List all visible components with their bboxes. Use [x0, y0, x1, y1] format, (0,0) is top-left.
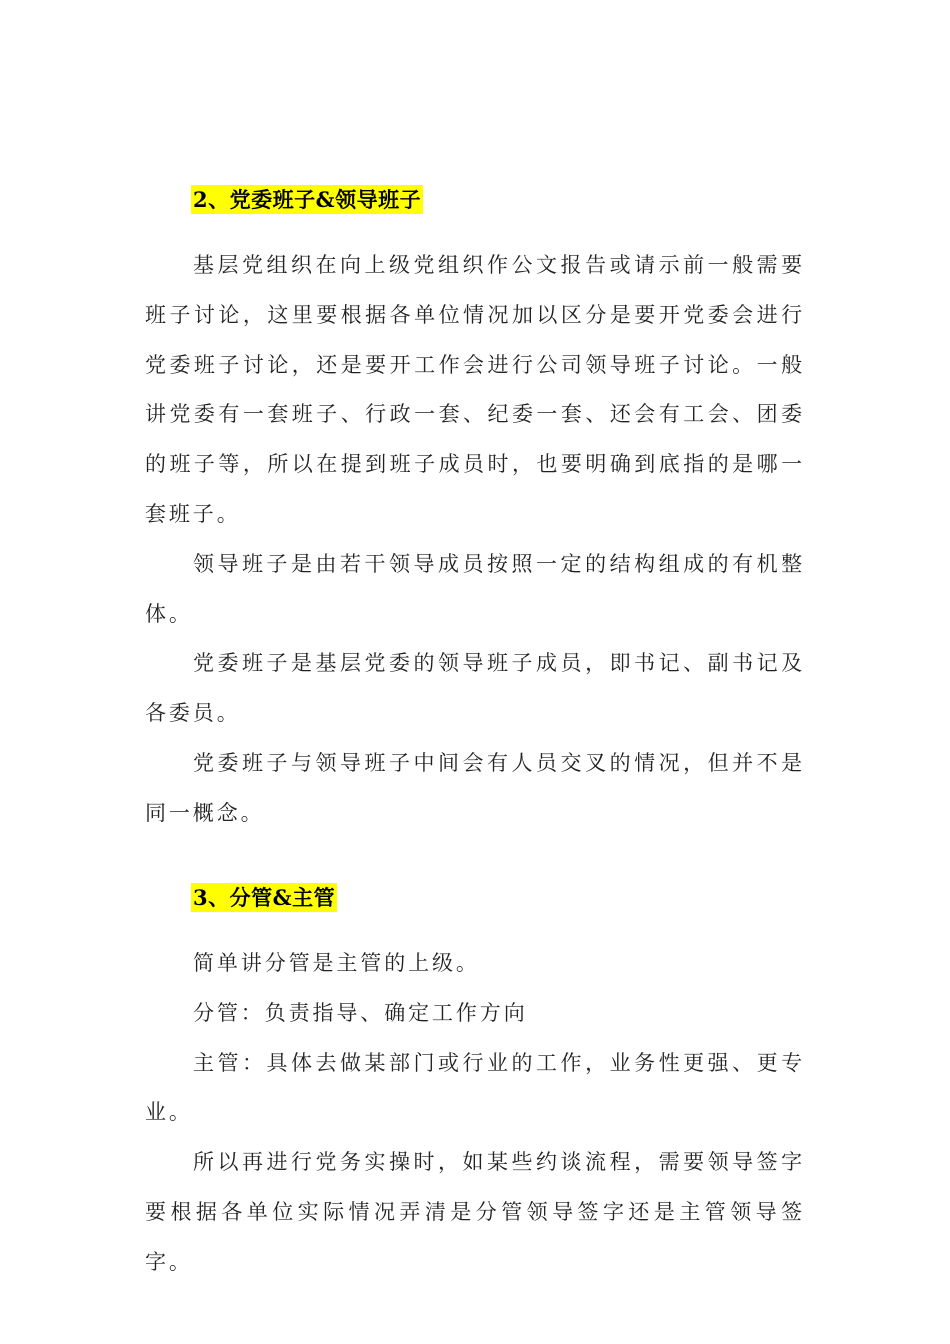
paragraph: 基层党组织在向上级党组织作公文报告或请示前一般需要班子讨论，这里要根据各单位情况加以区分是要开党委会进行党委班子讨论，还是要开工作会进行公司领导班子讨论。一般讲党委有一套班子、行政一套、纪委一套、还会有工会、团委的班子等，所以在提到班子成员时，也要明确到底指的是哪一套班子。: [145, 253, 805, 526]
section-party-committee: [145, 185, 805, 839]
paragraph: 党委班子与领导班子中间会有人员交叉的情况，但并不是同一概念。: [145, 750, 805, 825]
paragraph: 领导班子是由若干领导成员按照一定的结构组成的有机整体。: [145, 551, 805, 626]
paragraph: 党委班子是基层党委的领导班子成员，即书记、副书记及各委员。: [145, 651, 805, 726]
section-heading: 3、分管&主管: [193, 885, 336, 910]
paragraph: 分管：负责指导、确定工作方向: [193, 1000, 528, 1025]
section-in-charge: [145, 883, 805, 1288]
section-heading: 2、党委班子&领导班子: [193, 187, 422, 212]
paragraph: 所以再进行党务实操时，如某些约谈流程，需要领导签字要根据各单位实际情况弄清是分管领导签字还是主管领导签字。: [145, 1150, 805, 1274]
paragraph: 简单讲分管是主管的上级。: [193, 951, 480, 975]
paragraph: 主管：具体去做某部门或行业的工作，业务性更强、更专业。: [145, 1050, 805, 1125]
